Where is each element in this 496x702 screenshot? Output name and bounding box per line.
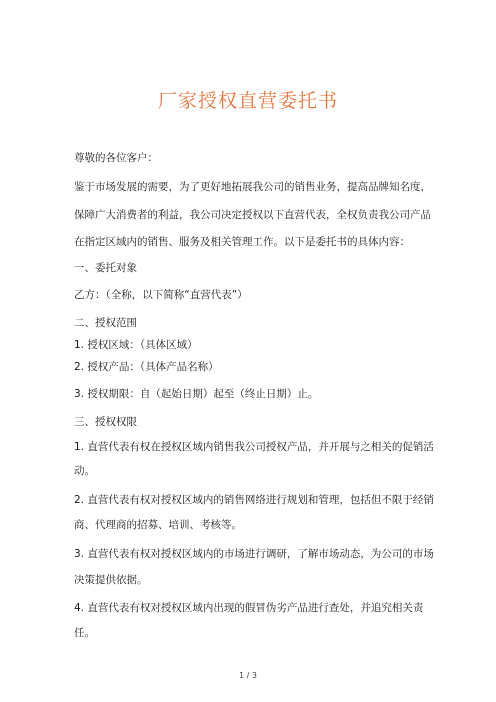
paragraph-line: 任。	[74, 627, 95, 639]
section-heading-1: 一、委托对象	[74, 262, 137, 274]
paragraph-line: 乙方：（全称，以下简称“直营代表”）	[74, 289, 248, 301]
intro-line-2: 保障广大消费者的利益，我公司决定授权以下直营代表，全权负责我公司产品	[74, 209, 431, 221]
paragraph-line: 2. 授权产品：（具体产品名称）	[74, 361, 219, 373]
paragraph-line: 动。	[74, 465, 95, 477]
paragraph-line: 1. 授权区域：（具体区域）	[74, 339, 198, 351]
paragraph-line: 3. 授权期限：自（起始日期）起至（终止日期）止。	[74, 388, 319, 400]
page-number: 1 / 3	[239, 671, 257, 680]
paragraph-line: 决策提供依据。	[74, 574, 148, 586]
intro-line-3: 在指定区域内的销售、服务及相关管理工作。以下是委托书的具体内容：	[74, 236, 410, 248]
salutation: 尊敬的各位客户：	[74, 152, 158, 164]
intro-line-1: 鉴于市场发展的需要，为了更好地拓展我公司的销售业务，提高品牌知名度，	[74, 181, 431, 193]
paragraph-line: 1. 直营代表有权在授权区域内销售我公司授权产品，并开展与之相关的促销活	[74, 441, 434, 453]
paragraph-line: 商、代理商的招募、培训、考核等。	[74, 519, 242, 531]
paragraph-line: 3. 直营代表有权对授权区域内的市场进行调研，了解市场动态，为公司的市场	[74, 548, 434, 560]
section-heading-2: 二、授权范围	[74, 317, 137, 329]
paragraph-line: 4. 直营代表有权对授权区域内出现的假冒伪劣产品进行查处，并追究相关责	[74, 602, 424, 614]
section-heading-3: 三、授权权限	[74, 416, 137, 428]
paragraph-line: 2. 直营代表有权对授权区域内的销售网络进行规划和管理，包括但不限于经销	[74, 494, 434, 506]
document-title: 厂家授权直营委托书	[157, 90, 338, 112]
